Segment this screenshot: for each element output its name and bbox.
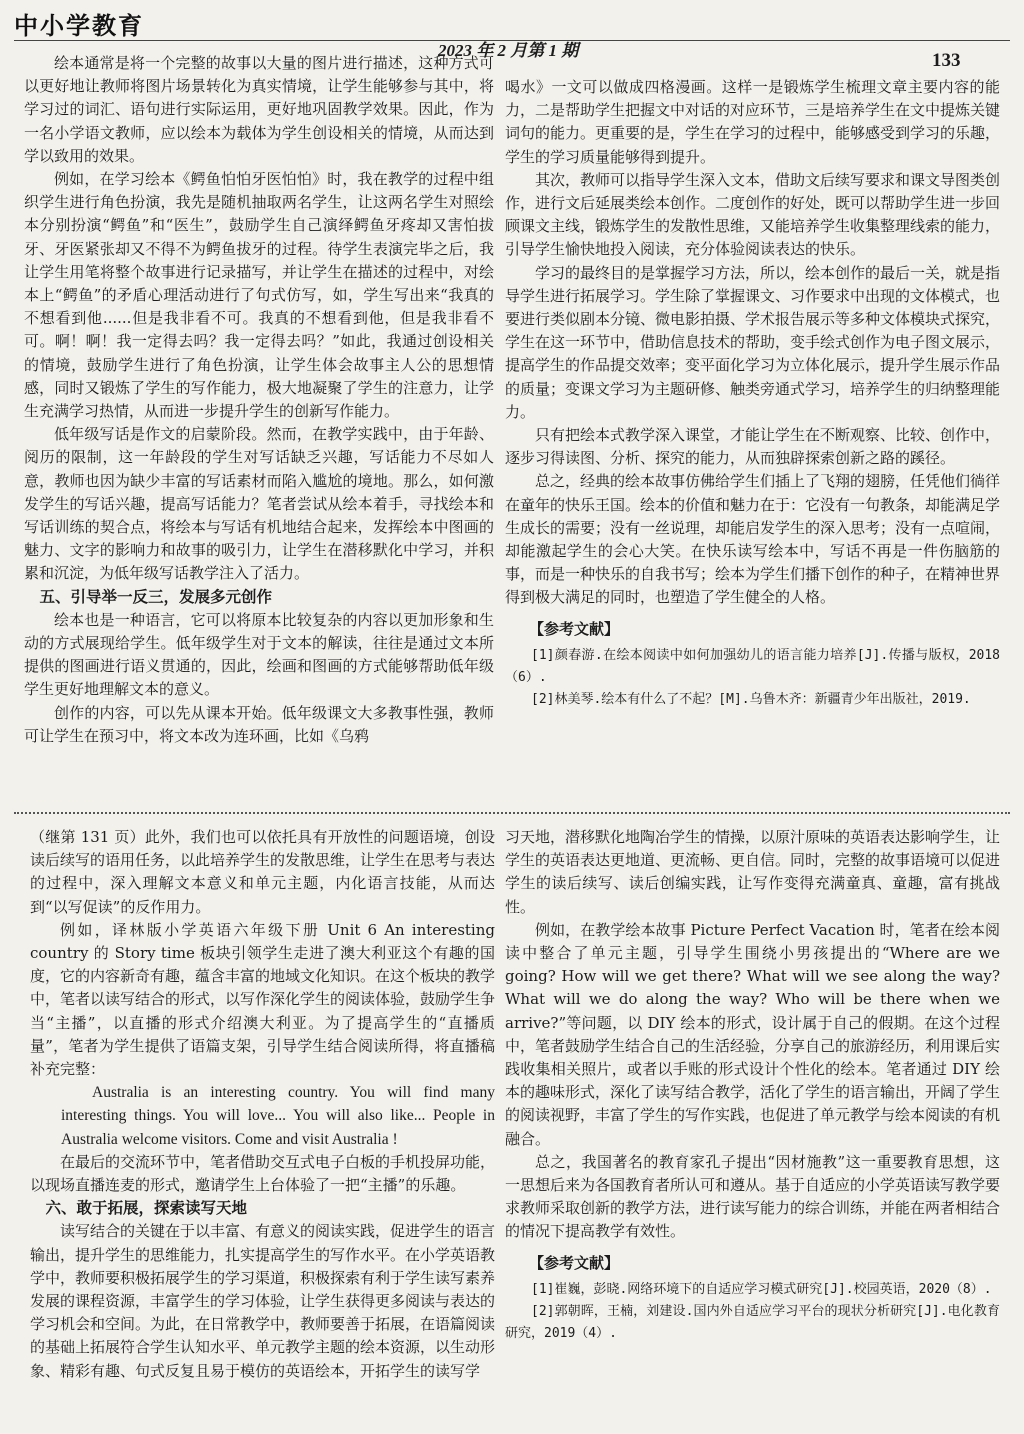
sample-script-quote: Australia is an interesting country. You will find many interesting things. You will love... You will also like... People in Australia welcome visitors. Come and visit Australia ! [61,1084,495,1148]
paragraph: 总之，经典的绘本故事仿佛给学生们插上了飞翔的翅膀，任凭他们徜徉在童年的快乐王国。绘本的价值和魅力在于：它没有一句教条，却能满足学生成长的需要；没有一丝说理，却能启发学生的深入思考；没有一点喧闹，却能激起学生的会心大笑。在快乐读写绘本中，写话不再是一件伤脑筋的事，而是一种快乐的自我书写；绘本为学生们播下创作的种子，在精神世界得到极大满足的同时，也塑造了学生健全的人格。 [505,472,1001,607]
journal-title: 中小学教育 [14,12,144,40]
header-rule [14,40,1010,41]
paragraph: （继第 131 页）此外，我们也可以依托具有开放性的问题语境，创设读后续写的语用任务，以此培养学生的发散思维，让学生在思考与表达的过程中，深入理解文本意义和单元主题，内化语言技能，从而达到“以写促读”的反作用力。 [30,828,496,916]
paragraph: 喝水》一文可以做成四格漫画。这样一是锻炼学生梳理文章主要内容的能力，二是帮助学生把握文中对话的对应环节，三是培养学生在文中提炼关键词句的能力。更重要的是，学生在学习的过程中，能够感受到学习的乐趣，学生的学习质量能够得到提升。 [505,78,1001,166]
reference-item: [2]林美琴.绘本有什么了不起？[M].乌鲁木齐：新疆青少年出版社，2019. [531,691,971,707]
paragraph: 例如，译林版小学英语六年级下册 Unit 6 An interesting country 的 Story time 板块引领学生走进了澳大利亚这个有趣的国度，它的内容新奇有趣，蕴含丰富的地域文化知识。在这个板块的教学中，笔者以读写结合的形式，以写作深化学生的阅读体验，鼓励学生争当“主播”，以直播的形式介绍澳大利亚。为了提高学生的“直播质量”，笔者为学生提供了语篇支架，引导学生结合阅读所得，将直播稿补充完整： [30,920,496,1079]
paragraph: 例如，在教学绘本故事 Picture Perfect Vacation 时，笔者在绘本阅读中整合了单元主题，引导学生围绕小男孩提出的“Where are we going? How will we get there? What will we see along the way? What will we do along the way? Who will be there when we arrive?”等问题，以 DIY 绘本的形式，设计属于自己的假期。在这个过程中，笔者鼓励学生结合自己的生活经验，分享自己的旅游经历，利用课后实践收集相关照片，或者以手账的形式设计个性化的绘本。笔者通过 DIY 绘本的趣味形式，深化了读写结合教学，活化了学生的语言输出，开阔了学生的阅读视野，丰富了学生的写作实践，也促进了单元教学与绘本阅读的有机融合。 [505,920,1001,1148]
page-number: 133 [932,50,961,71]
paragraph: 只有把绘本式教学深入课堂，才能让学生在不断观察、比较、创作中，逐步习得读图、分析、探究的能力，从而独辟探索创新之路的蹊径。 [505,426,1001,468]
paragraph: 习天地，潜移默化地陶冶学生的情操，以原汁原味的英语表达影响学生，让学生的英语表达更地道、更流畅、更自信。同时，完整的故事语境可以促进学生的读后续写、读后创编实践，让写作变得充满童真、童趣，富有挑战性。 [505,828,1001,916]
article-bottom-right-column [505,826,1000,1345]
paragraph: 总之，我国著名的教育家孔子提出“因材施教”这一重要教育思想，这一思想后来为各国教育者所认可和遵从。基于自适应的小学英语读写教学要求教师采取创新的教学方法，进行读写能力的综合训练，并能在两者相结合的情况下提高教学有效性。 [505,1152,1001,1241]
reference-item: [1]崔巍，彭晓.网络环境下的自适应学习模式研究[J].校园英语，2020（8）. [531,1281,992,1297]
reference-item: [1]颜春游.在绘本阅读中如何加强幼儿的语言能力培养[J].传播与版权，2018（6）. [505,647,1000,685]
paragraph: 创作的内容，可以先从课本开始。低年级课文大多教事性强，教师可让学生在预习中，将文本改为连环画，比如《乌鸦 [24,703,494,745]
paragraph: 在最后的交流环节中，笔者借助交互式电子白板的手机投屏功能，以现场直播连麦的形式，邀请学生上台体验了一把“主播”的乐趣。 [30,1152,496,1195]
paragraph: 例如，在学习绘本《鳄鱼怕怕牙医怕怕》时，我在教学的过程中组织学生进行角色扮演，我先是随机抽取两名学生，让这两名学生对照绘本分别扮演“鳄鱼”和“医生”，鼓励学生自己演绎鳄鱼牙疼却又害怕拔牙、牙医紧张却又不得不为鳄鱼拔牙的过程。待学生表演完毕之后，我让学生用笔将整个故事进行记录描写，并让学生在描述的过程中，对绘本上“鳄鱼”的矛盾心理活动进行了句式仿写，如，学生写出来“我真的不想看到他......但是我非看不可。我真的不想看到他，但是我非看不可。啊！啊！我一定得去吗？我一定得去吗？”如此，我通过创设相关的情境，鼓励学生进行了角色扮演，让学生体会故事主人公的思想情感，同时又锻炼了学生的写作能力，极大地凝聚了学生的注意力，让学生充满学习热情，从而进一步提升学生的创新写作能力。 [24,170,494,421]
article-top-right-column [505,76,1000,711]
paragraph: 绘本也是一种语言，它可以将原本比较复杂的内容以更加形象和生动的方式展现给学生。低年级学生对于文本的解读，往往是通过文本所提供的图画进行语义贯通的，因此，绘画和图画的方式能够帮助低年级学生更好地理解文本的意义。 [24,610,494,699]
paragraph: 学习的最终目的是掌握学习方法，所以，绘本创作的最后一关，就是指导学生进行拓展学习。学生除了掌握课文、习作要求中出现的文体模式，也要进行类似剧本分镜、微电影拍摄、学术报告展示等多种文体模块式探究，学生在这一环节中，借助信息技术的帮助，变手绘式创作为电子图文展示，提高学生的作品提交效率；变平面化学习为立体化展示，提升学生展示作品的质量；变课文学习为主题研修、触类旁通式学习，培养学生的归纳整理能力。 [505,263,1001,421]
article-top-left-column [24,52,494,748]
section-heading: 五、引导举一反三，发展多元创作 [39,587,273,606]
section-heading: 六、敢于拓展，探索读写天地 [45,1199,248,1218]
paragraph: 绘本通常是将一个完整的故事以大量的图片进行描述，这种方式可以更好地让教师将图片场景转化为真实情境，让学生能够参与其中，将学习过的词汇、语句进行实际运用，更好地巩固教学效果。因此，作为一名小学语文教师，应以绘本为载体为学生创设相关的情境，从而达到学以致用的效果。 [24,54,494,165]
paragraph: 读写结合的关键在于以丰富、有意义的阅读实践，促进学生的语言输出，提升学生的思维能力，扎实提高学生的写作水平。在小学英语教学中，教师要积极拓展学生的学习渠道，积极探索有利于学生读写素养发展的课程资源，丰富学生的学习体验，让学生获得更多阅读与表达的学习机会和空间。为此，在日常教学中，教师要善于拓展，在语篇阅读的基础上拓展符合学生认知水平、单元教学主题的绘本资源，以生动形象、精彩有趣、句式反复且易于模仿的英语绘本，开拓学生的读写学 [30,1222,496,1380]
references-heading: 【参考文献】 [529,1253,620,1272]
reference-item: [2]郭朝晖，王楠，刘建设.国内外自适应学习平台的现状分析研究[J].电化教育研究，2019（4）. [505,1303,1000,1341]
article-bottom-left-column [30,826,495,1383]
section-divider [14,812,1010,814]
paragraph: 其次，教师可以指导学生深入文本，借助文后续写要求和课文导图类创作，进行文后延展类绘本创作。二度创作的好处，既可以帮助学生进一步回顾课文主线，锻炼学生的发散性思维，又能培养学生收集整理线索的能力，引导学生愉快地投入阅读，充分体验阅读表达的快乐。 [505,170,1001,259]
issue-date: 2023 年 2 月第 1 期 [438,41,579,60]
references-heading: 【参考文献】 [529,619,620,638]
paragraph: 低年级写话是作文的启蒙阶段。然而，在教学实践中，由于年龄、阅历的限制，这一年龄段的学生对写话缺乏兴趣，写话能力不尽如人意，教师也因为缺少丰富的写话素材而陷入尴尬的境地。那么，如何激发学生的写话兴趣，提高写话能力？笔者尝试从绘本着手，寻找绘本和写话训练的契合点，将绘本与写话有机地结合起来，发挥绘本中图画的魅力、文字的影响力和故事的吸引力，让学生在潜移默化中学习，并积累和沉淀，为低年级写话教学注入了活力。 [24,425,494,583]
